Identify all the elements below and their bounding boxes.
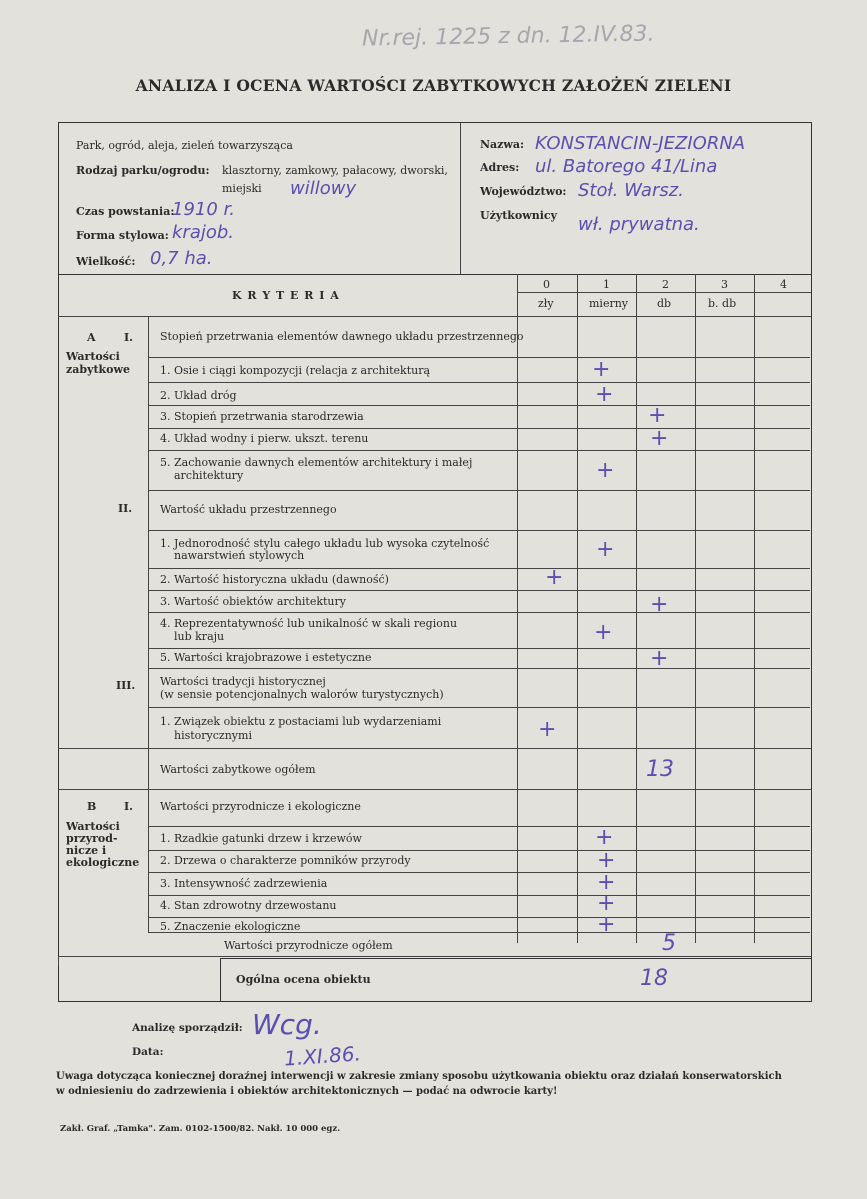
line-b5 <box>148 932 810 933</box>
row-rare-species: 1. Rzadkie gatunki drzew i krzewów <box>160 832 362 845</box>
section-b-label-2: przyrod- <box>66 832 118 845</box>
park-type-label: Rodzaj parku/ogrodu: <box>76 164 210 177</box>
col-line-4 <box>754 274 755 943</box>
criteria-table <box>58 274 812 1002</box>
group-b-title: Wartości przyrodnicze i ekologiczne <box>160 800 361 813</box>
line-s2 <box>148 590 810 591</box>
date-label: Data: <box>132 1046 164 1058</box>
name-label: Nazwa: <box>480 138 525 151</box>
row-landscape: 5. Wartości krajobrazowe i estetyczne <box>160 651 372 664</box>
line-total-b <box>58 956 811 957</box>
section-b-roman-1: I. <box>124 800 133 813</box>
score-row-line <box>517 292 811 293</box>
line-s1 <box>148 568 810 569</box>
line-b3 <box>148 895 810 896</box>
printer-info: Zakł. Graf. „Tamka". Zam. 0102-1500/82. Nakł. 10 000 egz. <box>60 1124 341 1134</box>
category-divider <box>148 316 149 932</box>
section-a-label-2: zabytkowe <box>66 363 130 376</box>
name-value: KONSTANCIN-JEZIORNA <box>535 133 746 154</box>
park-type-value: willowy <box>290 178 357 199</box>
line-b4 <box>148 917 810 918</box>
line-gb-bottom <box>148 826 810 827</box>
score-1: 1 <box>603 278 610 291</box>
note-line-1: Uwaga dotycząca koniecznej doraźnej interwencji w zakresie zmiany sposobu użytkowania obiektu oraz działań konserwatorskich <box>56 1071 782 1082</box>
group-3-title-b: (w sensie potencjonalnych walorów turystycznych) <box>160 688 444 701</box>
row-representative-a: 4. Reprezentatywność lub unikalność w skali regionu <box>160 617 458 630</box>
group-3-title-a: Wartości tradycji historycznej <box>160 675 326 688</box>
mark-connection: + <box>538 717 557 742</box>
mark-representative: + <box>594 620 613 645</box>
score-4: 4 <box>780 278 787 291</box>
row-arch-objects: 3. Wartość obiektów architektury <box>160 595 346 608</box>
grade-3: b. db <box>708 297 737 310</box>
mark-ecological: + <box>597 912 616 937</box>
park-type-line: Park, ogród, aleja, zieleń towarzysząca <box>76 139 293 152</box>
section-a-roman-2: II. <box>118 502 133 515</box>
created-label: Czas powstania: <box>76 205 175 218</box>
line-g1-bottom <box>148 357 810 358</box>
total-b-label: Wartości przyrodnicze ogółem <box>224 939 393 952</box>
mark-style: + <box>596 537 615 562</box>
row-roads: 2. Układ dróg <box>160 389 237 402</box>
line-r5 <box>148 490 810 491</box>
total-b-value: 5 <box>662 931 676 956</box>
grade-2: db <box>657 297 672 310</box>
line-r2 <box>148 405 810 406</box>
voivodeship-label: Województwo: <box>480 185 567 198</box>
overall-label: Ogólna ocena obiektu <box>236 973 371 986</box>
mark-rare-species: + <box>595 825 614 850</box>
row-style-b: nawarstwień stylowych <box>174 549 305 562</box>
line-b1 <box>148 850 810 851</box>
row-axes: 1. Osie i ciągi kompozycji (relacja z architekturą <box>160 364 431 377</box>
line-s3 <box>148 612 810 613</box>
row-architecture-a: 5. Zachowanie dawnych elementów architektury i małej <box>160 456 473 469</box>
mark-architecture: + <box>596 458 615 483</box>
col-line-3 <box>695 274 696 943</box>
size-label: Wielkość: <box>76 255 136 268</box>
row-health: 4. Stan zdrowotny drzewostanu <box>160 899 337 912</box>
row-historic: 2. Wartość historyczna układu (dawność) <box>160 573 389 586</box>
score-2: 2 <box>662 278 669 291</box>
line-b2 <box>148 872 810 873</box>
registry-number-handwritten: Nr.rej. 1225 z dn. 12.IV.83. <box>361 21 655 52</box>
score-3: 3 <box>721 278 728 291</box>
line-s4 <box>148 648 810 649</box>
line-g2-bottom <box>148 530 810 531</box>
park-type-options: klasztorny, zamkowy, pałacowy, dworski, <box>222 164 448 177</box>
grade-0: zły <box>538 297 554 310</box>
overall-left-line <box>58 956 59 966</box>
section-a-roman-1: I. <box>124 331 133 344</box>
group-1-title: Stopień przetrwania elementów dawnego układu przestrzennego <box>160 330 524 343</box>
row-water: 4. Układ wodny i pierw. ukszt. terenu <box>160 432 369 445</box>
row-representative-b: lub kraju <box>174 630 225 643</box>
mark-axes: + <box>592 357 611 382</box>
mark-health: + <box>597 891 616 916</box>
section-b-label-3: nicze i <box>66 844 107 857</box>
overall-value: 18 <box>640 966 668 991</box>
line-total-a <box>58 789 811 790</box>
users-value: wł. prywatna. <box>578 214 700 235</box>
address-label: Adres: <box>480 161 520 174</box>
row-style-a: 1. Jednorodność stylu całego układu lub wysoka czytelność <box>160 537 490 550</box>
line-r1 <box>148 382 810 383</box>
mark-water: + <box>650 426 669 451</box>
address-value: ul. Batorego 41/Lina <box>535 156 718 177</box>
header-divider <box>460 123 461 274</box>
voivodeship-value: Stoł. Warsz. <box>578 180 684 201</box>
col-line-2 <box>636 274 637 943</box>
mark-historic: + <box>545 565 564 590</box>
created-value: 1910 r. <box>172 199 235 220</box>
note-line-2: w odniesieniu do zadrzewienia i obiektów architektonicznych — podać na odwrocie karty! <box>56 1086 558 1097</box>
row-intensity: 3. Intensywność zadrzewienia <box>160 877 328 890</box>
users-label: Użytkownicy <box>480 209 558 222</box>
mark-intensity: + <box>597 870 616 895</box>
section-b-letter: B <box>87 800 97 813</box>
score-0: 0 <box>543 278 550 291</box>
mark-roads: + <box>595 382 614 407</box>
section-b-label-1: Wartości <box>66 820 120 833</box>
row-architecture-b: architektury <box>174 469 244 482</box>
row-connection-b: historycznymi <box>174 729 252 742</box>
size-value: 0,7 ha. <box>150 248 213 269</box>
criteria-header-line <box>58 316 811 317</box>
style-value: krajob. <box>172 222 235 243</box>
group-2-title: Wartość układu przestrzennego <box>160 503 337 516</box>
col-line-1 <box>577 274 578 943</box>
row-monument-trees: 2. Drzewa o charakterze pomników przyrody <box>160 854 411 867</box>
total-a-label: Wartości zabytkowe ogółem <box>160 763 316 776</box>
park-type-options-2: miejski <box>222 182 262 195</box>
row-old-trees: 3. Stopień przetrwania starodrzewia <box>160 410 364 423</box>
mark-monument-trees: + <box>597 848 616 873</box>
line-s5 <box>148 668 810 669</box>
style-label: Forma stylowa: <box>76 229 169 242</box>
section-a-roman-3: III. <box>116 679 136 692</box>
line-g3-bottom <box>148 707 810 708</box>
section-b-label-4: ekologiczne <box>66 856 140 869</box>
total-a-value: 13 <box>646 757 674 782</box>
row-ecological: 5. Znaczenie ekologiczne <box>160 920 301 933</box>
grade-1: mierny <box>589 297 629 310</box>
mark-landscape: + <box>650 646 669 671</box>
line-r3 <box>148 428 810 429</box>
mark-arch-objects: + <box>650 592 669 617</box>
col-line-0 <box>517 274 518 943</box>
section-a-label-1: Wartości <box>66 350 120 363</box>
mark-old-trees: + <box>648 403 667 428</box>
prepared-label: Analizę sporządził: <box>132 1022 243 1034</box>
section-a-letter: A <box>87 331 96 344</box>
row-connection-a: 1. Związek obiektu z postaciami lub wydarzeniami <box>160 715 442 728</box>
criteria-label: K R Y T E R I A <box>232 289 340 302</box>
line-t1 <box>58 748 811 749</box>
line-r4 <box>148 450 810 451</box>
prepared-signature: Wcg. <box>252 1008 322 1041</box>
date-value: 1.XI.86. <box>283 1041 362 1071</box>
form-title: ANALIZA I OCENA WARTOŚCI ZABYTKOWYCH ZAŁOŻEŃ ZIELENI <box>135 76 732 95</box>
